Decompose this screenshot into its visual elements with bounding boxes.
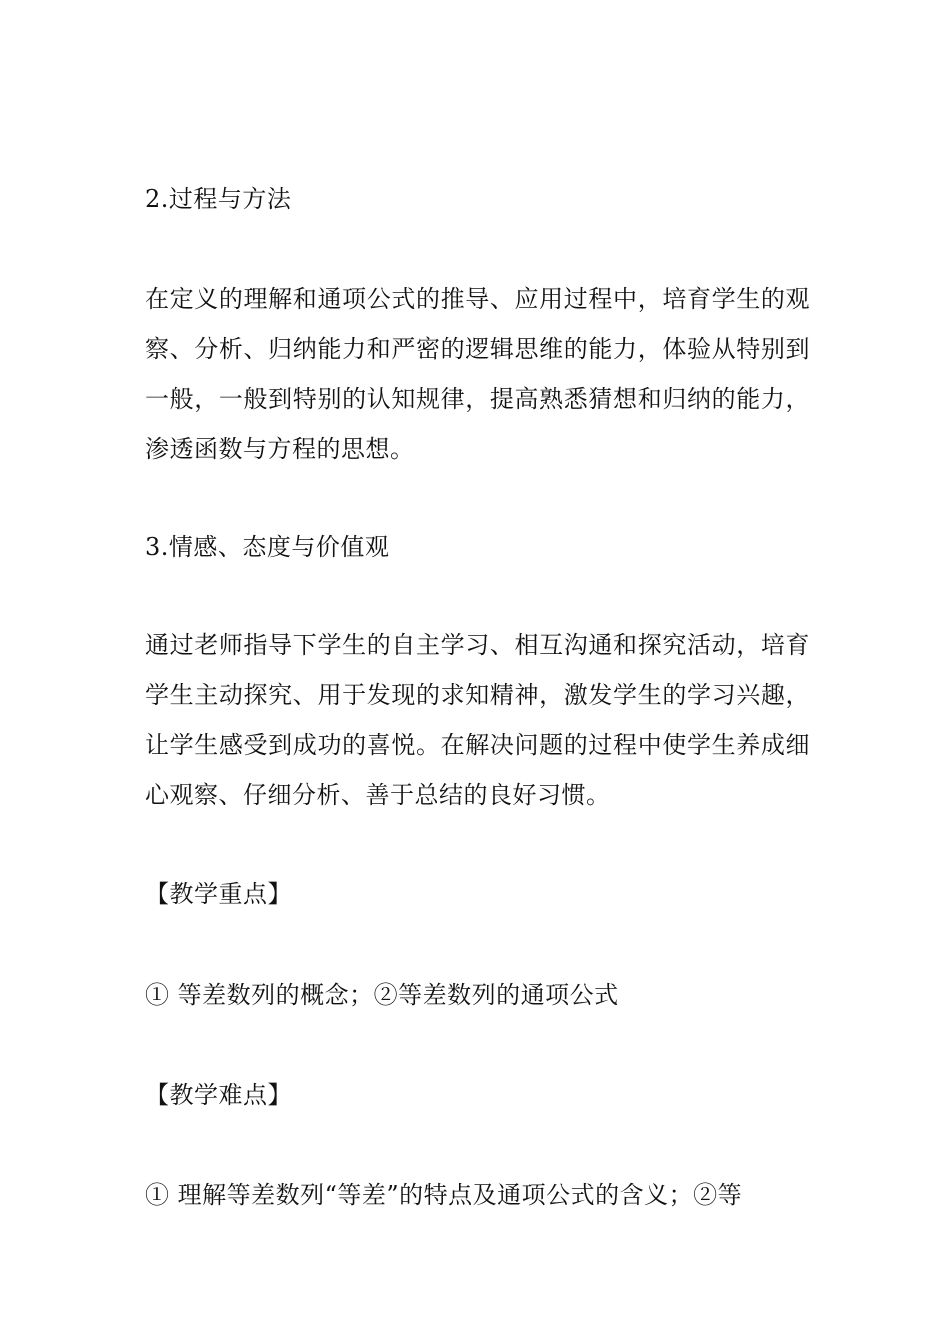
key-points-heading: 【教学重点】 (145, 880, 292, 908)
key-points-text: ① 等差数列的概念；②等差数列的通项公式 (145, 981, 619, 1009)
difficult-points-text: ① 理解等差数列“等差”的特点及通项公式的含义；②等 (145, 1181, 743, 1209)
difficult-points-heading: 【教学难点】 (145, 1081, 292, 1109)
section-2-paragraph: 在定义的理解和通项公式的推导、应用过程中，培育学生的观察、分析、归纳能力和严密的逻辑思维的能力，体验从特别到一般，一般到特别的认知规律，提高熟悉猜想和归纳的能力，渗透函数与方程的思想。 (145, 285, 810, 463)
section-3-paragraph: 通过老师指导下学生的自主学习、相互沟通和探究活动，培育学生主动探究、用于发现的求知精神，激发学生的学习兴趣，让学生感受到成功的喜悦。在解决问题的过程中使学生养成细心观察、仔细分析、善于总结的良好习惯。 (145, 631, 810, 809)
section-3-heading: 3.情感、态度与价值观 (145, 533, 390, 561)
section-2-heading: 2.过程与方法 (145, 185, 292, 213)
